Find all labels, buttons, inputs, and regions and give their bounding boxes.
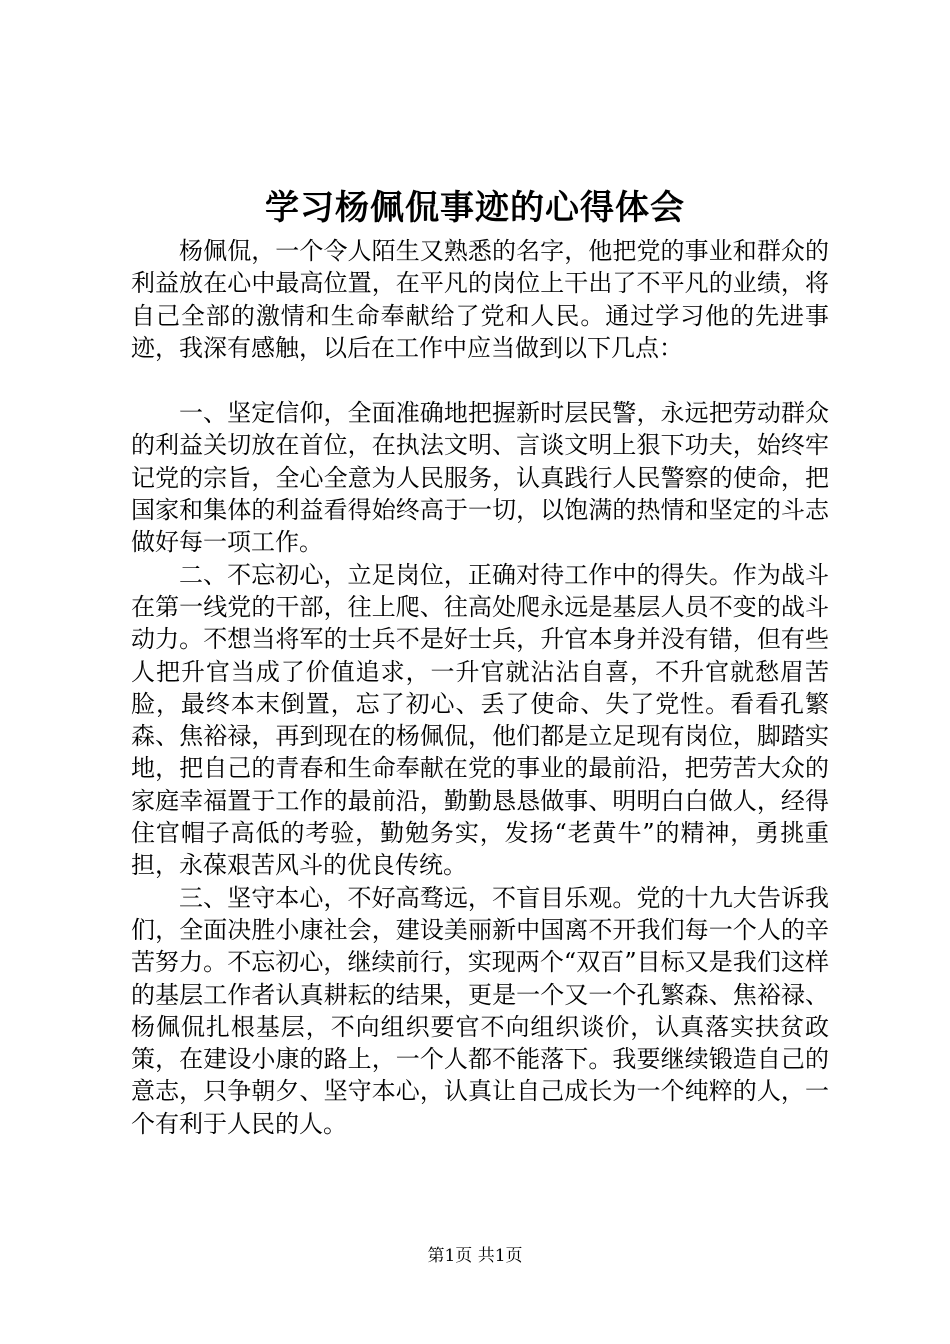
paragraph-point-1: 一、坚定信仰，全面准确地把握新时层民警，永远把劳动群众的利益关切放在首位，在执法文明、言谈文明上狠下功夫，始终牢记党的宗旨，全心全意为人民服务，认真践行人民警察的使命，把国家和集体的利益看得始终高于一切，以饱满的热情和坚定的斗志做好每一项工作。 [131, 399, 829, 557]
document-body [131, 235, 829, 1140]
paragraph-point-2: 二、不忘初心，立足岗位，正确对待工作中的得失。作为战斗在第一线党的干部，往上爬、往高处爬永远是基层人员不变的战斗动力。不想当将军的士兵不是好士兵，升官本身并没有错，但有些人把升官当成了价值追求，一升官就沾沾自喜，不升官就愁眉苦脸，最终本末倒置，忘了初心、丢了使命、失了党性。看看孔繁森、焦裕禄，再到现在的杨佩侃，他们都是立足现有岗位，脚踏实地，把自己的青春和生命奉献在党的事业的最前沿，把劳苦大众的家庭幸福置于工作的最前沿，勤勤恳恳做事、明明白白做人，经得住官帽子高低的考验，勤勉务实，发扬“老黄牛”的精神，勇挑重担，永葆艰苦风斗的优良传统。 [131, 560, 829, 880]
document-title: 学习杨佩侃事迹的心得体会 [265, 188, 685, 228]
paragraph-intro: 杨佩侃，一个令人陌生又熟悉的名字，他把党的事业和群众的利益放在心中最高位置，在平凡的岗位上干出了不平凡的业绩，将自己全部的激情和生命奉献给了党和人民。通过学习他的先进事迹，我深有感触，以后在工作中应当做到以下几点： [131, 237, 829, 362]
paragraph-point-3: 三、坚守本心，不好高骛远，不盲目乐观。党的十九大告诉我们，全面决胜小康社会，建设美丽新中国离不开我们每一个人的辛苦努力。不忘初心，继续前行，实现两个“双百”目标又是我们这样的基层工作者认真耕耘的结果，更是一个又一个孔繁森、焦裕禄、杨佩侃扎根基层，不向组织要官不向组织谈价，认真落实扶贫政策，在建设小康的路上，一个人都不能落下。我要继续锻造自己的意志，只争朝夕、坚守本心，认真让自己成长为一个纯粹的人，一个有利于人民的人。 [131, 883, 829, 1138]
page-footer: 第1页 共1页 [427, 1246, 523, 1266]
